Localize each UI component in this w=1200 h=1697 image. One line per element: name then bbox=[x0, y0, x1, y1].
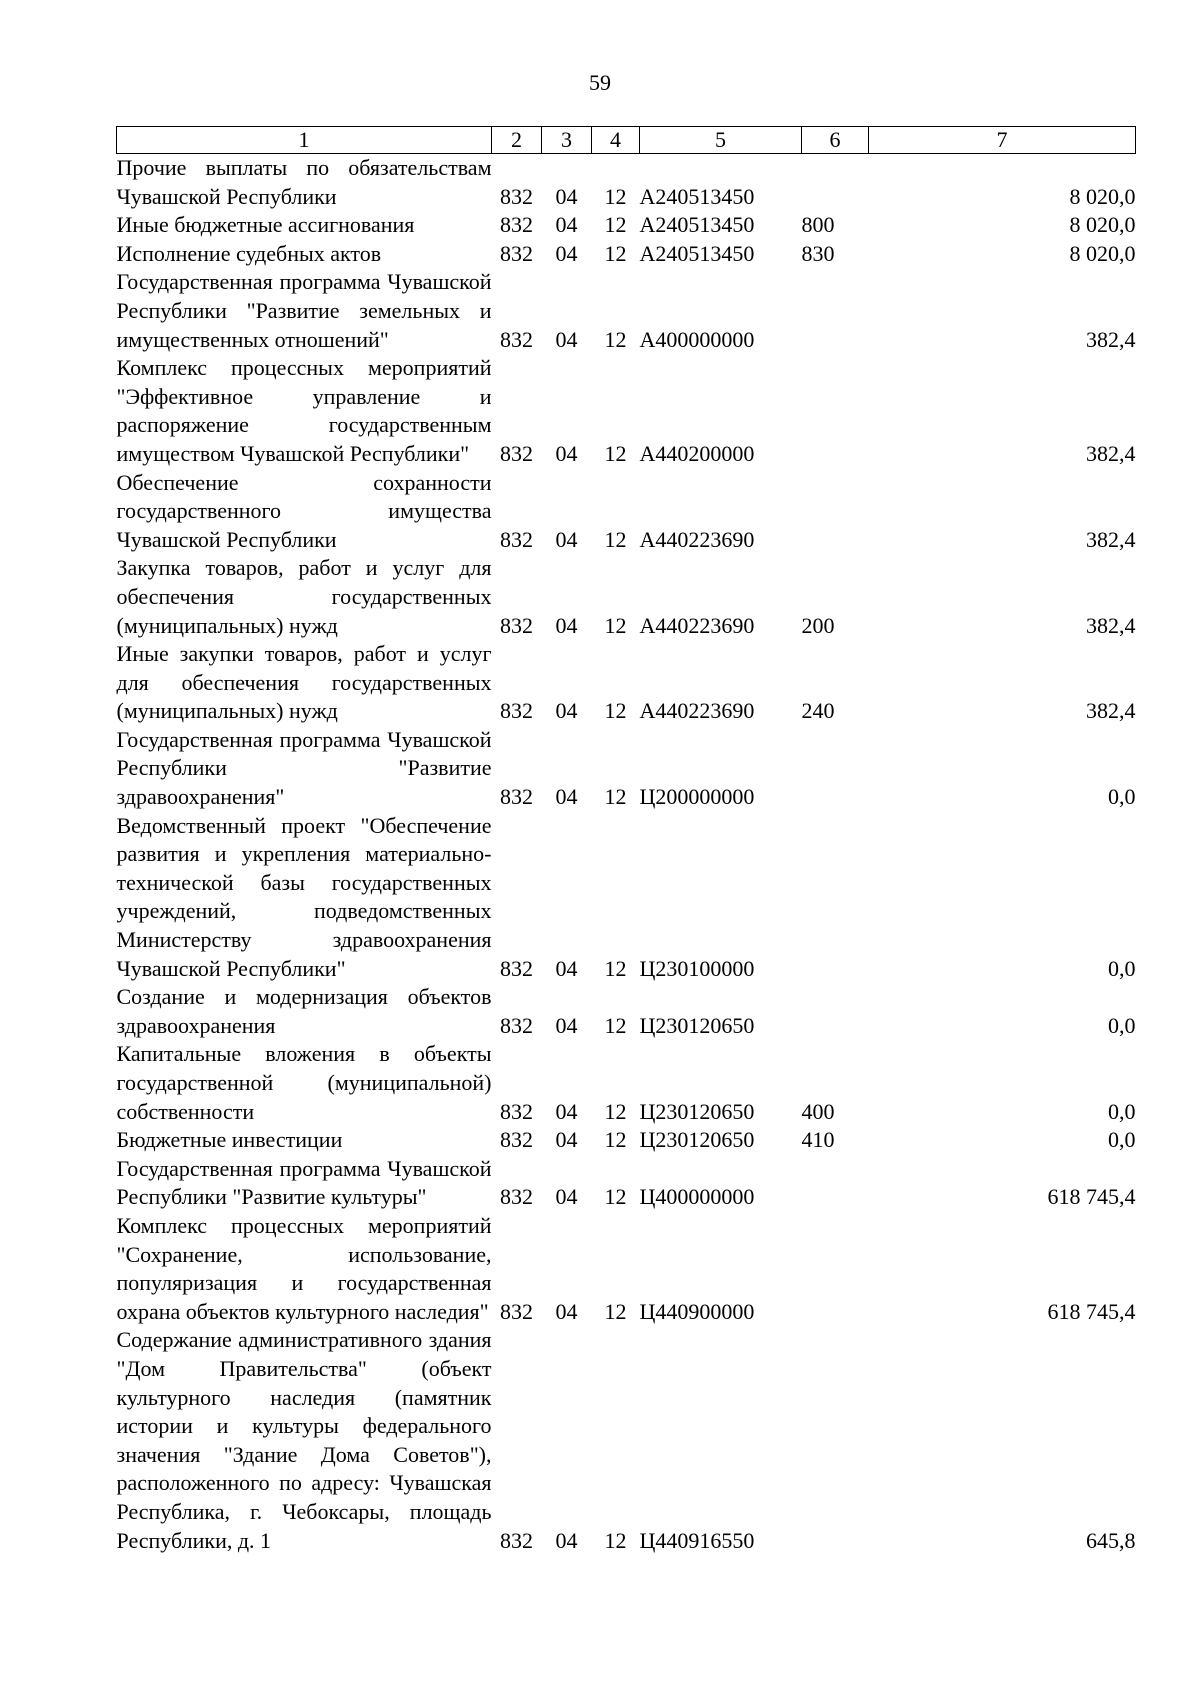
table-row bbox=[117, 812, 1136, 984]
row-name: Исполнение судебных актов bbox=[116, 240, 382, 266]
row-name: Бюджетные инвестиции bbox=[116, 1127, 343, 1153]
row-name: Иные закупки товаров, работ и услуг для обеспечения государственных (муниципальных) нужд bbox=[116, 641, 492, 724]
row-subsection-code: 12 bbox=[604, 240, 627, 266]
row-ministry-code: 832 bbox=[500, 1012, 533, 1038]
row-expense-type bbox=[802, 469, 869, 555]
row-subsection-code: 12 bbox=[604, 1098, 627, 1124]
row-section-code: 04 bbox=[555, 955, 578, 981]
row-subsection-code: 12 bbox=[604, 784, 627, 810]
row-section-code: 04 bbox=[555, 212, 578, 238]
row-expense-type: 410 bbox=[801, 1127, 835, 1153]
row-target-article: А240513450 bbox=[639, 240, 755, 266]
row-section-code: 04 bbox=[555, 1298, 578, 1324]
row-name: Государственная программа Чувашской Республики "Развитие земельных и имущественных отношений" bbox=[116, 269, 492, 352]
row-expense-type bbox=[802, 268, 869, 354]
table-row bbox=[117, 726, 1136, 812]
row-subsection-code: 12 bbox=[604, 1298, 627, 1324]
row-target-article: Ц400000000 bbox=[639, 1184, 755, 1210]
table-row bbox=[117, 983, 1136, 1040]
row-expense-type bbox=[802, 354, 869, 468]
page-number: 59 bbox=[589, 70, 611, 95]
row-ministry-code: 832 bbox=[500, 526, 533, 552]
row-target-article: А240513450 bbox=[639, 212, 755, 238]
row-target-article: Ц230120650 bbox=[639, 1127, 755, 1153]
table-row bbox=[117, 1155, 1136, 1212]
row-amount: 382,4 bbox=[1086, 440, 1136, 466]
budget-table bbox=[116, 126, 1136, 1555]
row-expense-type: 800 bbox=[801, 212, 835, 238]
row-subsection-code: 12 bbox=[604, 326, 627, 352]
table-row bbox=[117, 1126, 1136, 1155]
table-row bbox=[117, 354, 1136, 468]
row-amount: 8 020,0 bbox=[1069, 240, 1136, 266]
row-section-code: 04 bbox=[555, 1098, 578, 1124]
row-amount: 0,0 bbox=[1108, 1012, 1136, 1038]
row-ministry-code: 832 bbox=[500, 240, 533, 266]
row-target-article: Ц440900000 bbox=[639, 1298, 755, 1324]
column-header-4: 4 bbox=[592, 127, 640, 154]
row-target-article: Ц440916550 bbox=[639, 1527, 755, 1553]
row-ministry-code: 832 bbox=[500, 1098, 533, 1124]
row-section-code: 04 bbox=[555, 183, 578, 209]
table-row bbox=[117, 554, 1136, 640]
column-header-5: 5 bbox=[640, 127, 802, 154]
row-target-article: А440200000 bbox=[639, 440, 755, 466]
table-row bbox=[117, 640, 1136, 726]
column-header-2: 2 bbox=[492, 127, 542, 154]
row-amount: 382,4 bbox=[1086, 326, 1136, 352]
row-ministry-code: 832 bbox=[500, 784, 533, 810]
row-section-code: 04 bbox=[555, 1012, 578, 1038]
row-amount: 8 020,0 bbox=[1069, 212, 1136, 238]
row-section-code: 04 bbox=[555, 1127, 578, 1153]
row-subsection-code: 12 bbox=[604, 1012, 627, 1038]
row-target-article: Ц230120650 bbox=[639, 1098, 755, 1124]
row-ministry-code: 832 bbox=[500, 1127, 533, 1153]
row-ministry-code: 832 bbox=[500, 1527, 533, 1553]
column-header-6: 6 bbox=[802, 127, 869, 154]
row-name: Создание и модернизация объектов здравоохранения bbox=[116, 984, 492, 1038]
row-expense-type bbox=[802, 983, 869, 1040]
row-section-code: 04 bbox=[555, 698, 578, 724]
row-amount: 618 745,4 bbox=[1047, 1298, 1136, 1324]
row-amount: 382,4 bbox=[1086, 526, 1136, 552]
row-expense-type bbox=[802, 1326, 869, 1555]
row-name: Закупка товаров, работ и услуг для обеспечения государственных (муниципальных) нужд bbox=[116, 555, 492, 638]
table-row bbox=[117, 154, 1136, 212]
row-subsection-code: 12 bbox=[604, 212, 627, 238]
row-ministry-code: 832 bbox=[500, 612, 533, 638]
row-expense-type bbox=[802, 726, 869, 812]
row-subsection-code: 12 bbox=[604, 1184, 627, 1210]
row-amount: 0,0 bbox=[1108, 955, 1136, 981]
table-row bbox=[117, 1040, 1136, 1126]
row-subsection-code: 12 bbox=[604, 955, 627, 981]
row-expense-type bbox=[802, 154, 869, 212]
row-subsection-code: 12 bbox=[604, 612, 627, 638]
row-ministry-code: 832 bbox=[500, 698, 533, 724]
row-subsection-code: 12 bbox=[604, 1527, 627, 1553]
row-target-article: А440223690 bbox=[639, 526, 755, 552]
table-row bbox=[117, 240, 1136, 269]
row-name: Комплекс процессных мероприятий "Эффективное управление и распоряжение государственным имуществом Чувашской Республики" bbox=[116, 355, 492, 466]
row-ministry-code: 832 bbox=[500, 440, 533, 466]
row-section-code: 04 bbox=[555, 240, 578, 266]
column-header-7: 7 bbox=[869, 127, 1136, 154]
row-name: Государственная программа Чувашской Республики "Развитие культуры" bbox=[116, 1155, 492, 1210]
row-subsection-code: 12 bbox=[604, 526, 627, 552]
row-name: Ведомственный проект "Обеспечение развития и укрепления материально-технической базы государственных учреждений, подведомственных Министерству здравоохранения Чувашской Республики" bbox=[116, 812, 492, 981]
row-expense-type: 200 bbox=[801, 612, 835, 638]
row-subsection-code: 12 bbox=[604, 183, 627, 209]
row-ministry-code: 832 bbox=[500, 955, 533, 981]
row-amount: 0,0 bbox=[1108, 784, 1136, 810]
row-expense-type: 400 bbox=[801, 1098, 835, 1124]
table-row bbox=[117, 211, 1136, 240]
row-ministry-code: 832 bbox=[500, 326, 533, 352]
row-section-code: 04 bbox=[555, 784, 578, 810]
row-target-article: Ц230120650 bbox=[639, 1012, 755, 1038]
row-name: Обеспечение сохранности государственного имущества Чувашской Республики bbox=[116, 469, 492, 552]
row-subsection-code: 12 bbox=[604, 440, 627, 466]
table-row bbox=[117, 469, 1136, 555]
row-amount: 382,4 bbox=[1086, 612, 1136, 638]
row-section-code: 04 bbox=[555, 612, 578, 638]
row-amount: 382,4 bbox=[1086, 698, 1136, 724]
row-section-code: 04 bbox=[555, 440, 578, 466]
row-expense-type bbox=[802, 1212, 869, 1326]
row-target-article: А240513450 bbox=[639, 183, 755, 209]
row-subsection-code: 12 bbox=[604, 698, 627, 724]
row-name: Иные бюджетные ассигнования bbox=[116, 212, 415, 238]
row-section-code: 04 bbox=[555, 526, 578, 552]
row-ministry-code: 832 bbox=[500, 1184, 533, 1210]
row-target-article: А400000000 bbox=[639, 326, 755, 352]
row-ministry-code: 832 bbox=[500, 183, 533, 209]
row-name: Прочие выплаты по обязательствам Чувашской Республики bbox=[116, 155, 492, 209]
row-target-article: Ц200000000 bbox=[639, 784, 755, 810]
row-target-article: А440223690 bbox=[639, 612, 755, 638]
header-row bbox=[117, 127, 1136, 154]
table-row bbox=[117, 1212, 1136, 1326]
row-section-code: 04 bbox=[555, 1184, 578, 1210]
row-ministry-code: 832 bbox=[500, 1298, 533, 1324]
row-ministry-code: 832 bbox=[500, 212, 533, 238]
row-subsection-code: 12 bbox=[604, 1127, 627, 1153]
row-name: Комплекс процессных мероприятий "Сохранение, использование, популяризация и государственная охрана объектов культурного наследия" bbox=[116, 1212, 492, 1324]
row-expense-type bbox=[802, 812, 869, 984]
row-name: Государственная программа Чувашской Республики "Развитие здравоохранения" bbox=[116, 726, 492, 810]
column-header-3: 3 bbox=[542, 127, 592, 154]
row-amount: 618 745,4 bbox=[1047, 1184, 1136, 1210]
row-amount: 0,0 bbox=[1108, 1127, 1136, 1153]
row-expense-type: 830 bbox=[801, 240, 835, 266]
row-section-code: 04 bbox=[555, 1527, 578, 1553]
table-row bbox=[117, 1326, 1136, 1555]
row-expense-type: 240 bbox=[801, 698, 835, 724]
table-row bbox=[117, 268, 1136, 354]
row-expense-type bbox=[802, 1155, 869, 1212]
column-header-1: 1 bbox=[117, 127, 492, 154]
row-amount: 8 020,0 bbox=[1069, 183, 1136, 209]
row-target-article: А440223690 bbox=[639, 698, 755, 724]
row-amount: 645,8 bbox=[1086, 1527, 1136, 1553]
row-name: Содержание административного здания "Дом Правительства" (объект культурного наследия (памятник истории и культуры федерального значения "Здание Дома Советов"), расположенного по адресу: Чувашская Республика, г. Чебоксары, площадь Республики, д. 1 bbox=[116, 1327, 492, 1553]
row-amount: 0,0 bbox=[1108, 1098, 1136, 1124]
row-target-article: Ц230100000 bbox=[639, 955, 755, 981]
row-section-code: 04 bbox=[555, 326, 578, 352]
row-name: Капитальные вложения в объекты государственной (муниципальной) собственности bbox=[116, 1041, 492, 1124]
